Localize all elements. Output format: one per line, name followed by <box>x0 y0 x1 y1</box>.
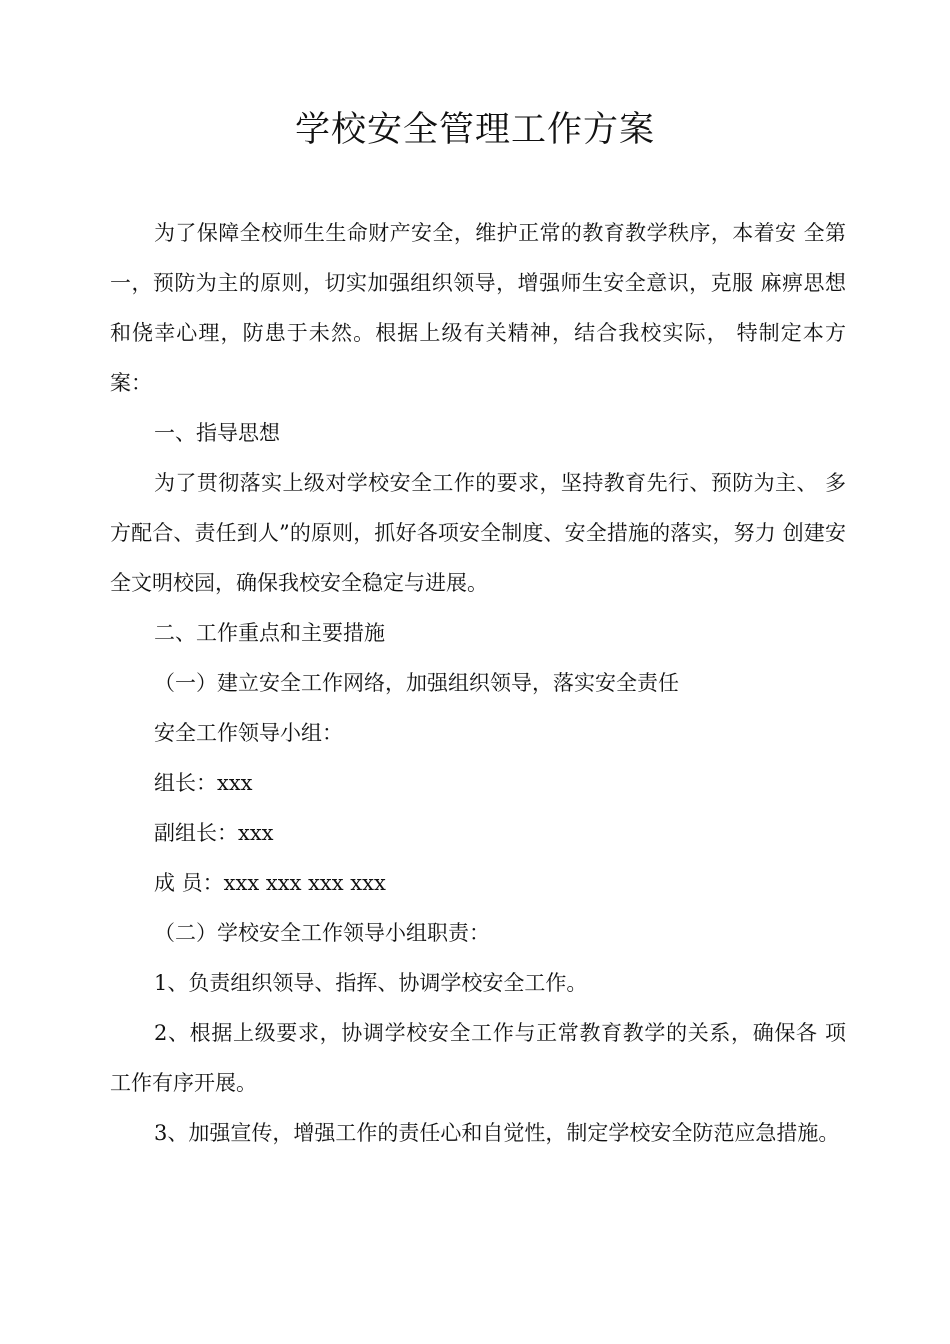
section-heading-work-focus: 二、工作重点和主要措施 <box>154 621 385 645</box>
duty-item-3: 3、加强宣传，增强工作的责任心和自觉性，制定学校安全防范应急措施。 <box>154 1121 840 1145</box>
subheading-safety-network: （一）建立安全工作网络，加强组织领导，落实安全责任 <box>154 671 679 695</box>
intro-paragraph: 为了保障全校师生生命财产安全，维护正常的教育教学秩序，本着安 全第一，预防为主的原则，切实加强组织领导，增强师生安全意识，克服 麻痹思想和侥幸心理，防患于未然。根据上级有关精神，结合我校实际， 特制定本方案： <box>110 221 846 395</box>
document-body <box>110 208 846 1158</box>
members-line: 成 员：xxx xxx xxx xxx <box>154 871 386 895</box>
deputy-leader-line: 副组长：xxx <box>154 821 274 845</box>
group-leader-line: 组长：xxx <box>154 771 253 795</box>
section-heading-guiding-ideology: 一、指导思想 <box>154 421 280 445</box>
guiding-ideology-paragraph: 为了贯彻落实上级对学校安全工作的要求，坚持教育先行、预防为主、 多方配合、责任到人”的原则，抓好各项安全制度、安全措施的落实，努力 创建安全文明校园，确保我校安全稳定与进展。 <box>110 471 846 595</box>
leadership-group-label: 安全工作领导小组： <box>154 721 343 745</box>
duty-item-1: 1、负责组织领导、指挥、协调学校安全工作。 <box>154 971 588 995</box>
duty-item-2: 2、根据上级要求，协调学校安全工作与正常教育教学的关系，确保各 项工作有序开展。 <box>110 1021 846 1095</box>
document-title: 学校安全管理工作方案 <box>294 110 655 150</box>
subheading-group-duties: （二）学校安全工作领导小组职责： <box>154 921 490 945</box>
